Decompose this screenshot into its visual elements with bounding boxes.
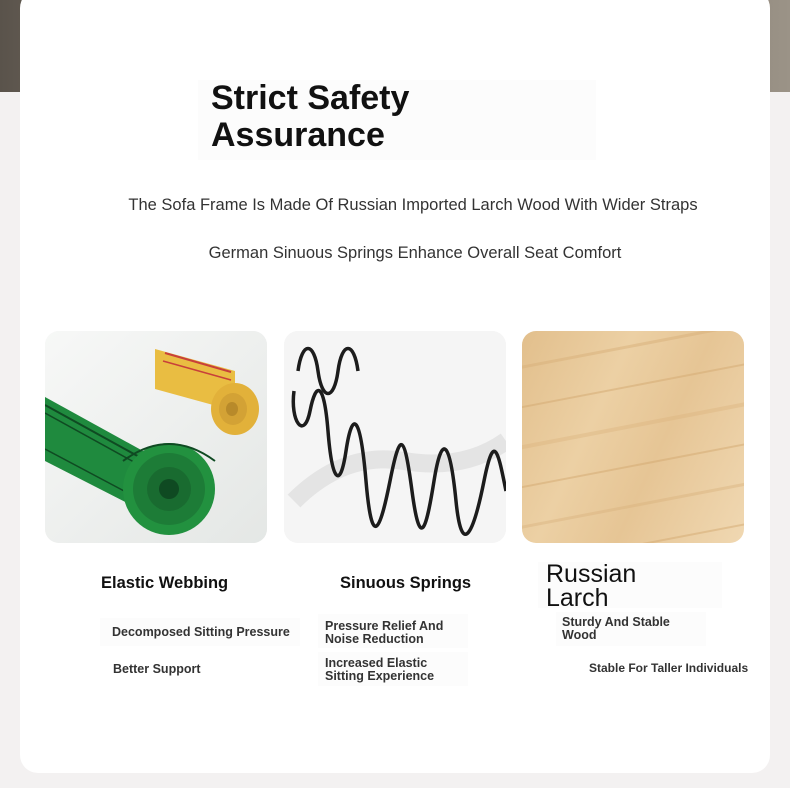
sinuous-springs-image <box>284 331 506 543</box>
feature-point: Decomposed Sitting Pressure <box>112 625 290 639</box>
feature-point: Pressure Relief And Noise Reduction <box>325 619 444 646</box>
feature-title-sinuous-springs: Sinuous Springs <box>340 574 472 592</box>
description-line-1: The Sofa Frame Is Made Of Russian Imported Larch Wood With Wider Straps <box>128 196 698 214</box>
feature-title-russian-larch: Russian Larch <box>546 560 637 612</box>
feature-point: Stable For Taller Individuals <box>589 661 749 675</box>
feature-point: Better Support <box>113 662 201 676</box>
description-line-2: German Sinuous Springs Enhance Overall Seat Comfort <box>208 244 622 262</box>
feature-point: Sturdy And Stable Wood <box>562 615 670 642</box>
elastic-webbing-image <box>45 331 267 543</box>
feature-title-elastic-webbing: Elastic Webbing <box>101 574 229 592</box>
page-title: Strict Safety Assurance <box>211 79 410 154</box>
russian-larch-wood-image <box>522 331 744 543</box>
feature-point: Increased Elastic Sitting Experience <box>325 656 435 683</box>
